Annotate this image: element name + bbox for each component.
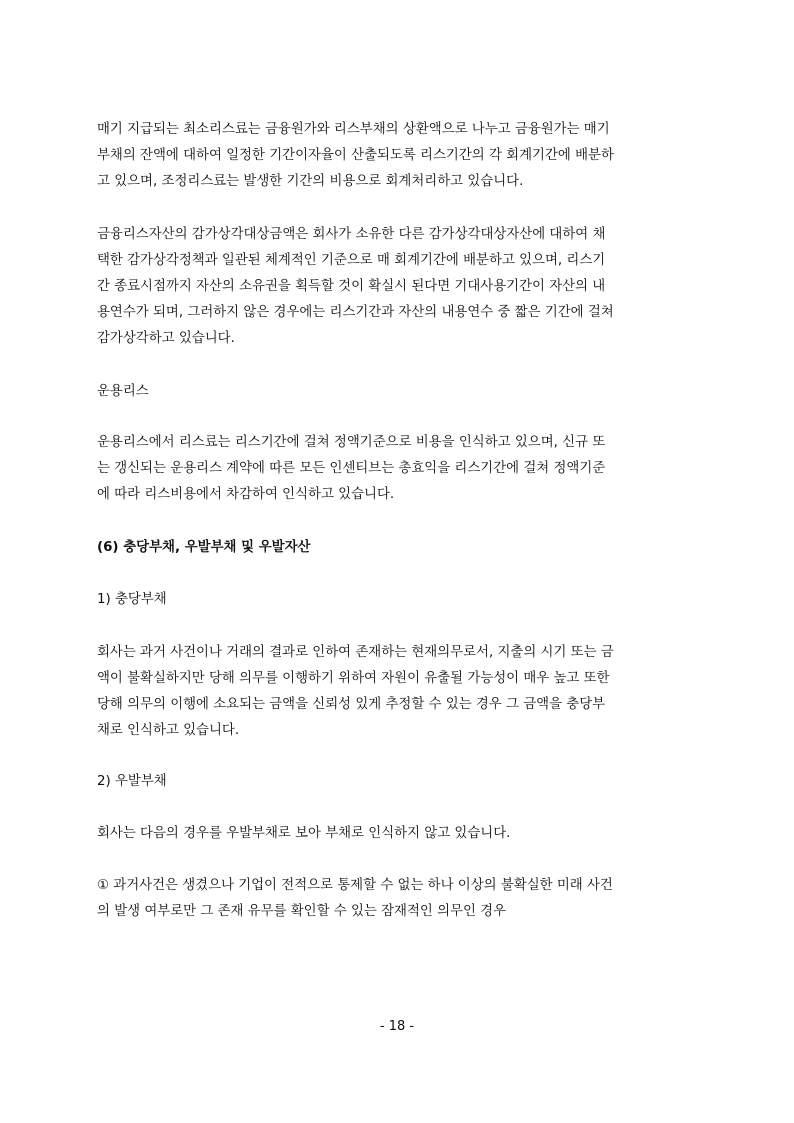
text-line: 매기 지급되는 최소리스료는 금융원가와 리스부채의 상환액으로 나누고 금융원가는 매기 bbox=[97, 122, 610, 137]
text-line: 의 발생 여부로만 그 존재 유무를 확인할 수 있는 잠재적인 의무인 경우 bbox=[97, 904, 507, 919]
text-line: 택한 감가상각정책과 일관된 체계적인 기준으로 매 회계기간에 배분하고 있으며, 리스기 bbox=[97, 253, 606, 268]
text-line: 간 종료시점까지 자산의 소유권을 획득할 것이 확실시 된다면 기대사용기간이 자산의 내 bbox=[97, 279, 606, 294]
text-line: 회사는 과거 사건이나 거래의 결과로 인하여 존재하는 현재의무로서, 지출의 시기 또는 금 bbox=[97, 645, 614, 660]
provisions-paragraph bbox=[97, 640, 675, 744]
finance-lease-depreciation-paragraph bbox=[97, 222, 675, 352]
operating-lease-title: 운용리스 bbox=[97, 384, 149, 399]
provisions-subtitle: 1) 충당부채 bbox=[97, 592, 167, 607]
text-line: 감가상각하고 있습니다. bbox=[97, 331, 235, 346]
text-line: 채로 인식하고 있습니다. bbox=[97, 723, 240, 738]
operating-lease-paragraph bbox=[97, 430, 675, 508]
text-line: 운용리스에서 리스료는 리스기간에 걸쳐 정액기준으로 비용을 인식하고 있으며, 신규 또 bbox=[97, 435, 606, 450]
contingent-case-1-paragraph bbox=[97, 873, 675, 925]
text-line: ① 과거사건은 생겼으나 기업이 전적으로 통제할 수 없는 하나 이상의 불확실한 미래 사건 bbox=[97, 878, 613, 893]
text-line: 에 따라 리스비용에서 차감하여 인식하고 있습니다. bbox=[97, 487, 395, 502]
contingent-liabilities-paragraph bbox=[97, 821, 675, 847]
text-line: 액이 불확실하지만 당해 의무를 이행하기 위하여 자원이 유출될 가능성이 매우 높고 또한 bbox=[97, 671, 610, 686]
text-line: 는 갱신되는 운용리스 계약에 따른 모든 인센티브는 총효익을 리스기간에 걸쳐 정액기준 bbox=[97, 461, 606, 476]
section-heading: (6) 충당부채, 우발부채 및 우발자산 bbox=[97, 540, 311, 555]
text-line: 금융리스자산의 감가상각대상금액은 회사가 소유한 다른 감가상각대상자산에 대하여 채 bbox=[97, 227, 606, 242]
text-line: 용연수가 되며, 그러하지 않은 경우에는 리스기간과 자산의 내용연수 중 짧은 기간에 걸쳐 bbox=[97, 305, 614, 320]
contingent-liabilities-subtitle: 2) 우발부채 bbox=[97, 774, 167, 789]
text-line: 회사는 다음의 경우를 우발부채로 보아 부채로 인식하지 않고 있습니다. bbox=[97, 826, 511, 841]
text-line: 당해 의무의 이행에 소요되는 금액을 신뢰성 있게 추정할 수 있는 경우 그 금액을 충당부 bbox=[97, 697, 606, 712]
lease-payment-paragraph bbox=[97, 117, 675, 195]
page-number: - 18 - bbox=[379, 1019, 415, 1034]
text-line: 고 있으며, 조정리스료는 발생한 기간의 비용으로 회계처리하고 있습니다. bbox=[97, 174, 524, 189]
text-line: 부채의 잔액에 대하여 일정한 기간이자율이 산출되도록 리스기간의 각 회계기간에 배분하 bbox=[97, 148, 614, 163]
